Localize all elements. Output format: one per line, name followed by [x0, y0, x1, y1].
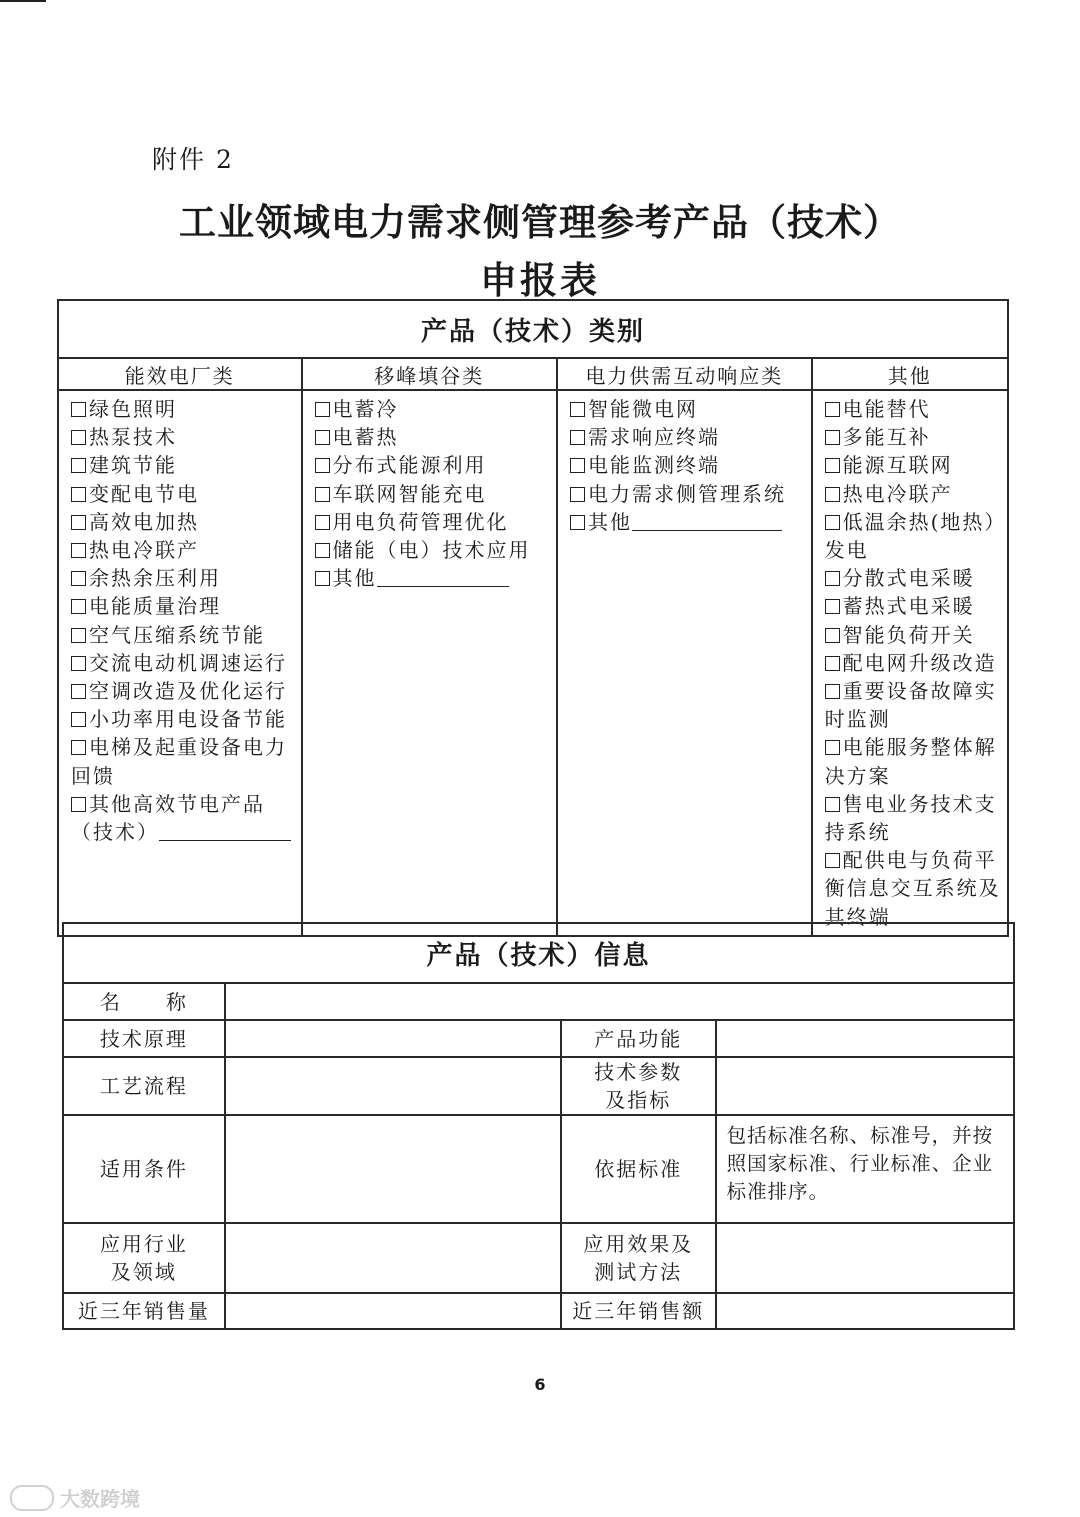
checkbox-item[interactable]: 配电网升级改造 — [825, 649, 1001, 677]
checkbox-item[interactable]: 用电负荷管理优化 — [315, 508, 550, 536]
standards-label: 依据标准 — [561, 1115, 716, 1223]
checkbox-item[interactable]: 空调改造及优化运行 — [71, 677, 295, 705]
checkbox-item[interactable]: 小功率用电设备节能 — [71, 705, 295, 733]
checkbox-icon[interactable] — [570, 402, 585, 417]
checkbox-icon[interactable] — [315, 430, 330, 445]
checkbox-item-with-blank[interactable]: 其他 — [315, 564, 550, 592]
checkbox-item[interactable]: 热电冷联产 — [71, 536, 295, 564]
tech-params-label: 技术参数及指标 — [561, 1057, 716, 1115]
checkbox-item[interactable]: 储能（电）技术应用 — [315, 536, 550, 564]
checkbox-icon[interactable] — [570, 430, 585, 445]
tech-params-field[interactable] — [716, 1057, 1014, 1115]
checkbox-icon[interactable] — [315, 458, 330, 473]
effect-field[interactable] — [716, 1223, 1014, 1293]
checkbox-icon[interactable] — [315, 402, 330, 417]
process-flow-field[interactable] — [225, 1057, 561, 1115]
fill-in-blank[interactable] — [632, 512, 782, 531]
product-function-field[interactable] — [716, 1020, 1014, 1057]
checkbox-icon[interactable] — [71, 684, 86, 699]
checkbox-icon[interactable] — [71, 543, 86, 558]
checkbox-icon[interactable] — [315, 487, 330, 502]
checkbox-icon[interactable] — [71, 458, 86, 473]
checkbox-icon[interactable] — [71, 797, 86, 812]
checkbox-icon[interactable] — [825, 628, 840, 643]
checkbox-icon[interactable] — [825, 853, 840, 868]
checkbox-item[interactable]: 配供电与负荷平衡信息交互系统及其终端 — [824, 848, 1001, 929]
checkbox-item[interactable]: 能源互联网 — [825, 451, 1001, 479]
page-number: 6 — [534, 1375, 546, 1394]
category-column-efficiency — [58, 390, 302, 936]
checkbox-icon[interactable] — [825, 797, 840, 812]
checkbox-icon[interactable] — [71, 740, 86, 755]
tech-principle-field[interactable] — [225, 1020, 561, 1057]
checkbox-icon[interactable] — [570, 515, 585, 530]
name-field[interactable] — [225, 983, 1014, 1020]
column-header-other: 其他 — [812, 358, 1008, 390]
checkbox-icon[interactable] — [315, 571, 330, 586]
category-table — [57, 299, 1009, 937]
info-table — [62, 922, 1015, 1330]
checkbox-item[interactable]: 多能互补 — [825, 423, 1001, 451]
product-function-label: 产品功能 — [561, 1020, 716, 1057]
checkbox-item[interactable]: 车联网智能充电 — [315, 480, 550, 508]
checkbox-item[interactable]: 电力需求侧管理系统 — [570, 480, 805, 508]
checkbox-item[interactable]: 蓄热式电采暖 — [825, 592, 1001, 620]
sales-volume-label: 近三年销售量 — [63, 1293, 225, 1329]
checkbox-item[interactable]: 高效电加热 — [71, 508, 295, 536]
checkbox-item[interactable]: 电能监测终端 — [570, 451, 805, 479]
checkbox-item[interactable]: 低温余热(地热）发电 — [824, 509, 997, 563]
watermark-logo-icon — [10, 1485, 54, 1511]
checkbox-item[interactable]: 电蓄冷 — [315, 395, 550, 423]
checkbox-icon[interactable] — [71, 402, 86, 417]
checkbox-item[interactable]: 分布式能源利用 — [315, 451, 550, 479]
checkbox-item[interactable]: 变配电节电 — [71, 480, 295, 508]
checkbox-icon[interactable] — [315, 543, 330, 558]
checkbox-item[interactable]: 电能替代 — [825, 395, 1001, 423]
checkbox-icon[interactable] — [825, 430, 840, 445]
checkbox-item[interactable]: 售电业务技术支持系统 — [824, 791, 997, 845]
info-heading: 产品（技术）信息 — [63, 923, 1014, 983]
checkbox-item[interactable]: 分散式电采暖 — [825, 564, 1001, 592]
checkbox-item[interactable]: 智能负荷开关 — [825, 621, 1001, 649]
checkbox-icon[interactable] — [825, 684, 840, 699]
checkbox-icon[interactable] — [71, 571, 86, 586]
checkbox-item[interactable]: 智能微电网 — [570, 395, 805, 423]
checkbox-item[interactable]: 热电冷联产 — [825, 480, 1001, 508]
applicable-conditions-label: 适用条件 — [63, 1115, 225, 1223]
checkbox-item[interactable]: 空气压缩系统节能 — [71, 621, 295, 649]
checkbox-icon[interactable] — [570, 458, 585, 473]
checkbox-icon[interactable] — [825, 740, 840, 755]
checkbox-item-with-blank[interactable]: 其他高效节电产品（技术） — [71, 790, 295, 846]
name-label: 名 称 — [63, 983, 225, 1020]
checkbox-item[interactable]: 交流电动机调速运行 — [71, 649, 295, 677]
document-title: 工业领域电力需求侧管理参考产品（技术） — [179, 201, 901, 244]
checkbox-icon[interactable] — [71, 656, 86, 671]
fill-in-blank[interactable] — [377, 568, 509, 587]
category-column-other — [812, 390, 1008, 936]
category-heading: 产品（技术）类别 — [58, 300, 1008, 358]
checkbox-item[interactable]: 电梯及起重设备电力回馈 — [71, 735, 287, 788]
checkbox-item[interactable]: 电能服务整体解决方案 — [824, 735, 997, 788]
watermark — [10, 1483, 140, 1512]
checkbox-icon[interactable] — [71, 515, 86, 530]
document-subtitle: 申报表 — [480, 259, 600, 302]
checkbox-icon[interactable] — [825, 402, 840, 417]
checkbox-item[interactable]: 重要设备故障实时监测 — [824, 679, 997, 732]
column-header-efficiency: 能效电厂类 — [58, 358, 302, 390]
checkbox-icon[interactable] — [71, 487, 86, 502]
fill-in-blank[interactable] — [159, 822, 291, 841]
checkbox-item[interactable]: 电能质量治理 — [71, 592, 295, 620]
sales-amount-field[interactable] — [716, 1293, 1014, 1329]
industry-label: 应用行业及领域 — [63, 1223, 225, 1293]
attachment-label: 附件 2 — [152, 145, 234, 174]
checkbox-icon[interactable] — [825, 487, 840, 502]
checkbox-icon[interactable] — [71, 599, 86, 614]
industry-field[interactable] — [225, 1223, 561, 1293]
checkbox-icon[interactable] — [825, 571, 840, 586]
checkbox-icon[interactable] — [71, 712, 86, 727]
process-flow-label: 工艺流程 — [63, 1057, 225, 1115]
checkbox-icon[interactable] — [825, 458, 840, 473]
tech-principle-label: 技术原理 — [63, 1020, 225, 1057]
effect-label: 应用效果及测试方法 — [561, 1223, 716, 1293]
checkbox-icon[interactable] — [71, 430, 86, 445]
watermark-text: 大数跨境 — [60, 1487, 140, 1511]
category-column-peak-shift — [302, 390, 557, 936]
scan-edge-mark — [0, 0, 46, 8]
checkbox-item[interactable]: 建筑节能 — [71, 451, 295, 479]
standards-note[interactable]: 包括标准名称、标准号，并按照国家标准、行业标准、企业标准排序。 — [716, 1115, 1014, 1223]
checkbox-item[interactable]: 绿色照明 — [71, 395, 295, 423]
checkbox-item[interactable]: 热泵技术 — [71, 423, 295, 451]
checkbox-item-with-blank[interactable]: 其他 — [570, 508, 805, 536]
column-header-demand-response: 电力供需互动响应类 — [557, 358, 812, 390]
checkbox-item[interactable]: 电蓄热 — [315, 423, 550, 451]
sales-amount-label: 近三年销售额 — [561, 1293, 716, 1329]
checkbox-item[interactable]: 余热余压利用 — [71, 564, 295, 592]
column-header-peak-shift: 移峰填谷类 — [302, 358, 557, 390]
checkbox-icon[interactable] — [570, 487, 585, 502]
sales-volume-field[interactable] — [225, 1293, 561, 1329]
checkbox-icon[interactable] — [315, 515, 330, 530]
checkbox-item[interactable]: 需求响应终端 — [570, 423, 805, 451]
checkbox-icon[interactable] — [825, 599, 840, 614]
applicable-conditions-field[interactable] — [225, 1115, 561, 1223]
category-column-demand-response — [557, 390, 812, 936]
checkbox-icon[interactable] — [825, 515, 840, 530]
checkbox-icon[interactable] — [825, 656, 840, 671]
checkbox-icon[interactable] — [71, 628, 86, 643]
